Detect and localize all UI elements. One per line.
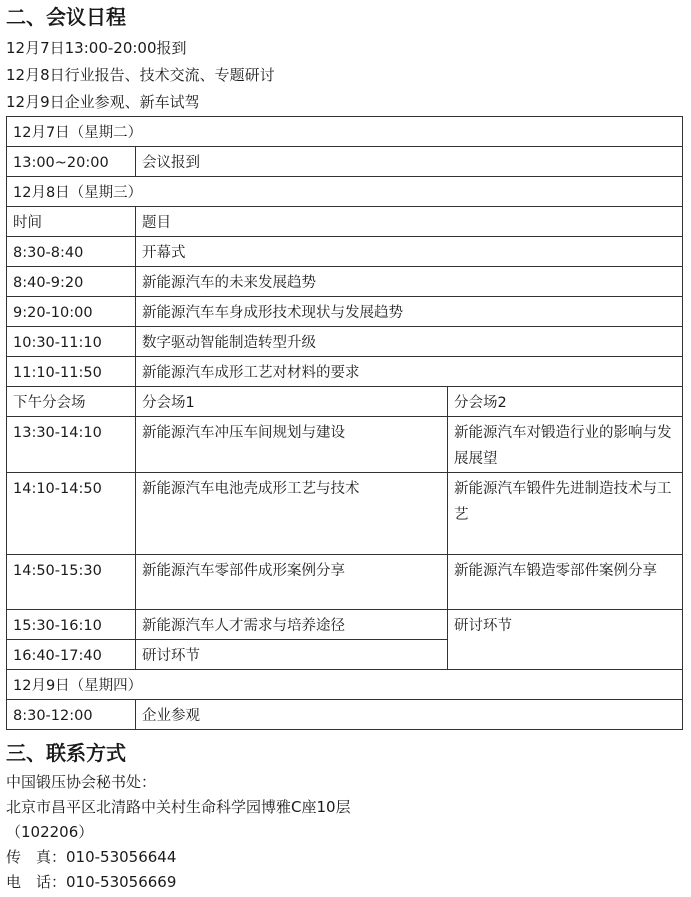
summary-line-1: 12月7日13:00-20:00报到 xyxy=(6,39,187,57)
time-cell: 9:20-10:00 xyxy=(7,297,136,327)
time-cell: 10:30-11:10 xyxy=(7,327,136,357)
table-row xyxy=(7,473,683,555)
time-cell: 13:30-14:10 xyxy=(7,417,136,473)
table-row xyxy=(7,207,683,237)
table-row xyxy=(7,177,683,207)
topic1-cell: 新能源汽车冲压车间规划与建设 xyxy=(136,417,448,473)
table-row xyxy=(7,297,683,327)
contact-phone: 电 话：010-53056669 xyxy=(6,873,177,891)
topic-cell: 企业参观 xyxy=(136,700,683,730)
time-cell: 14:50-15:30 xyxy=(7,555,136,610)
venue2-header: 分会场2 xyxy=(448,387,683,417)
topic2-cell: 研讨环节 xyxy=(448,610,683,670)
table-row xyxy=(7,117,683,147)
contact-postcode: （102206） xyxy=(6,823,94,841)
table-row xyxy=(7,357,683,387)
table-row xyxy=(7,237,683,267)
topic-cell: 数字驱动智能制造转型升级 xyxy=(136,327,683,357)
section2-title: 二、会议日程 xyxy=(6,5,126,29)
time-cell: 15:30-16:10 xyxy=(7,610,136,640)
contact-fax: 传 真：010-53056644 xyxy=(6,848,177,866)
topic-cell: 新能源汽车成形工艺对材料的要求 xyxy=(136,357,683,387)
time-cell: 16:40-17:40 xyxy=(7,640,136,670)
time-cell: 11:10-11:50 xyxy=(7,357,136,387)
col-header-time: 时间 xyxy=(7,207,136,237)
table-row xyxy=(7,610,683,640)
schedule-table xyxy=(6,116,683,730)
table-row xyxy=(7,267,683,297)
table-row xyxy=(7,555,683,610)
afternoon-label: 下午分会场 xyxy=(7,387,136,417)
summary-line-3: 12月9日企业参观、新车试驾 xyxy=(6,93,200,111)
table-row xyxy=(7,670,683,700)
topic-cell: 开幕式 xyxy=(136,237,683,267)
table-row xyxy=(7,700,683,730)
topic2-cell: 新能源汽车锻造零部件案例分享 xyxy=(448,555,683,610)
day2-header: 12月8日（星期三） xyxy=(7,177,683,207)
time-cell: 8:30-12:00 xyxy=(7,700,136,730)
table-row xyxy=(7,147,683,177)
topic1-cell: 研讨环节 xyxy=(136,640,448,670)
time-cell: 8:40-9:20 xyxy=(7,267,136,297)
summary-line-2: 12月8日行业报告、技术交流、专题研讨 xyxy=(6,66,275,84)
topic-cell: 会议报到 xyxy=(136,147,683,177)
topic1-cell: 新能源汽车电池壳成形工艺与技术 xyxy=(136,473,448,555)
table-row xyxy=(7,417,683,473)
topic1-cell: 新能源汽车人才需求与培养途径 xyxy=(136,610,448,640)
time-cell: 14:10-14:50 xyxy=(7,473,136,555)
table-row xyxy=(7,327,683,357)
topic1-cell: 新能源汽车零部件成形案例分享 xyxy=(136,555,448,610)
col-header-topic: 题目 xyxy=(136,207,683,237)
contact-org: 中国锻压协会秘书处： xyxy=(6,773,157,791)
topic2-cell: 新能源汽车对锻造行业的影响与发展展望 xyxy=(448,417,683,473)
day3-header: 12月9日（星期四） xyxy=(7,670,683,700)
venue1-header: 分会场1 xyxy=(136,387,448,417)
topic-cell: 新能源汽车车身成形技术现状与发展趋势 xyxy=(136,297,683,327)
time-cell: 13:00~20:00 xyxy=(7,147,136,177)
contact-address: 北京市昌平区北清路中关村生命科学园博雅C座10层 xyxy=(6,798,351,816)
time-cell: 8:30-8:40 xyxy=(7,237,136,267)
table-row xyxy=(7,387,683,417)
section3-title: 三、联系方式 xyxy=(6,741,126,765)
topic-cell: 新能源汽车的未来发展趋势 xyxy=(136,267,683,297)
topic2-cell: 新能源汽车锻件先进制造技术与工艺 xyxy=(448,473,683,555)
day1-header: 12月7日（星期二） xyxy=(7,117,683,147)
